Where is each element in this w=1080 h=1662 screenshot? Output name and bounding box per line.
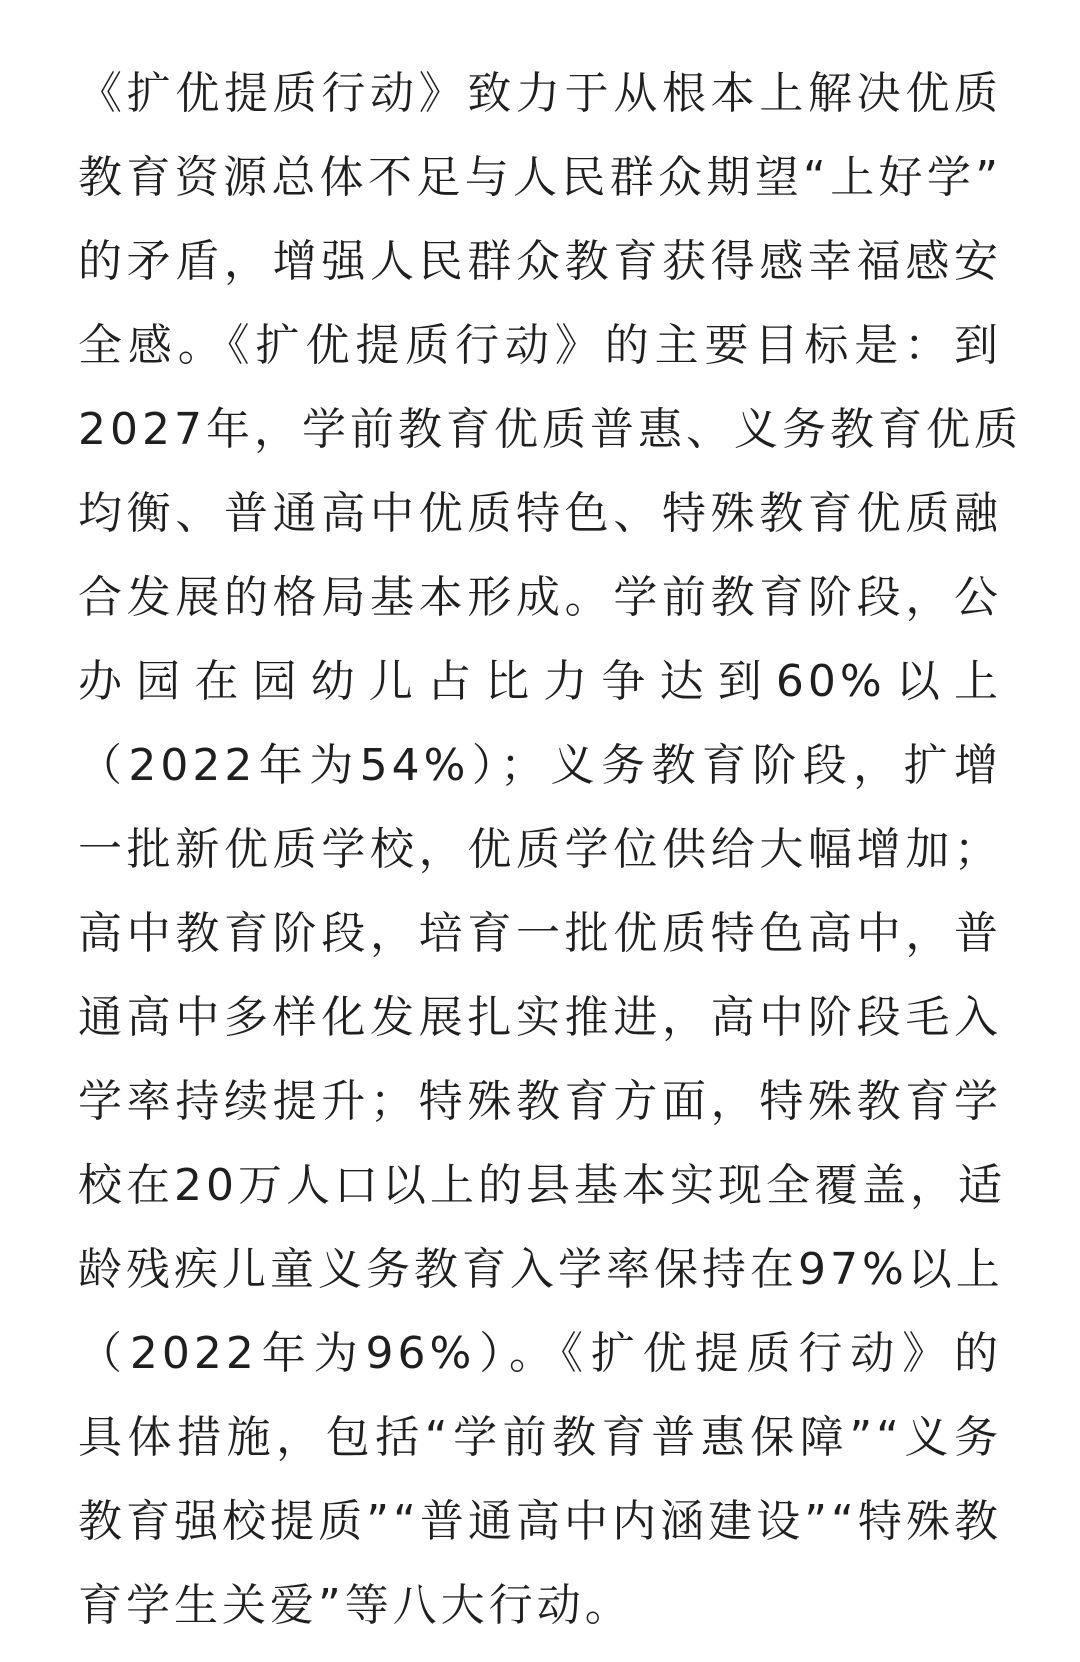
text-line-19: 育学生关爱”等八大行动。 (78, 1580, 633, 1631)
text-line-12: 通高中多样化发展扎实推进，高中阶段毛入 (78, 992, 1002, 1043)
text-line-8: 办园在园幼儿占比力争达到60%以上 (78, 656, 1002, 707)
text-line-7: 合发展的格局基本形成。学前教育阶段，公 (78, 572, 1002, 623)
text-line-9: （2022年为54%）；义务教育阶段，扩增 (78, 740, 1002, 791)
text-line-13: 学率持续提升；特殊教育方面，特殊教育学 (78, 1076, 1002, 1127)
text-line-16: （2022年为96%）。《扩优提质行动》的 (78, 1328, 1002, 1379)
text-line-11: 高中教育阶段，培育一批优质特色高中，普 (78, 908, 1002, 959)
article-body (78, 52, 1022, 1648)
text-line-18: 教育强校提质”“普通高中内涵建设”“特殊教 (78, 1496, 1002, 1547)
text-line-1: 《扩优提质行动》致力于从根本上解决优质 (78, 68, 1002, 119)
text-line-3: 的矛盾，增强人民群众教育获得感幸福感安 (78, 236, 1002, 287)
text-line-2: 教育资源总体不足与人民群众期望“上好学” (78, 152, 1002, 203)
text-line-14: 校在20万人口以上的县基本实现全覆盖，适 (78, 1160, 1006, 1211)
text-line-4: 全感。《扩优提质行动》的主要目标是：到 (78, 320, 1002, 371)
text-line-6: 均衡、普通高中优质特色、特殊教育优质融 (78, 488, 1002, 539)
text-line-17: 具体措施，包括“学前教育普惠保障”“义务 (78, 1412, 1002, 1463)
text-line-5: 2027年，学前教育优质普惠、义务教育优质 (78, 404, 1022, 455)
text-line-10: 一批新优质学校，优质学位供给大幅增加； (78, 824, 1002, 875)
text-line-15: 龄残疾儿童义务教育入学率保持在97%以上 (78, 1244, 1004, 1295)
